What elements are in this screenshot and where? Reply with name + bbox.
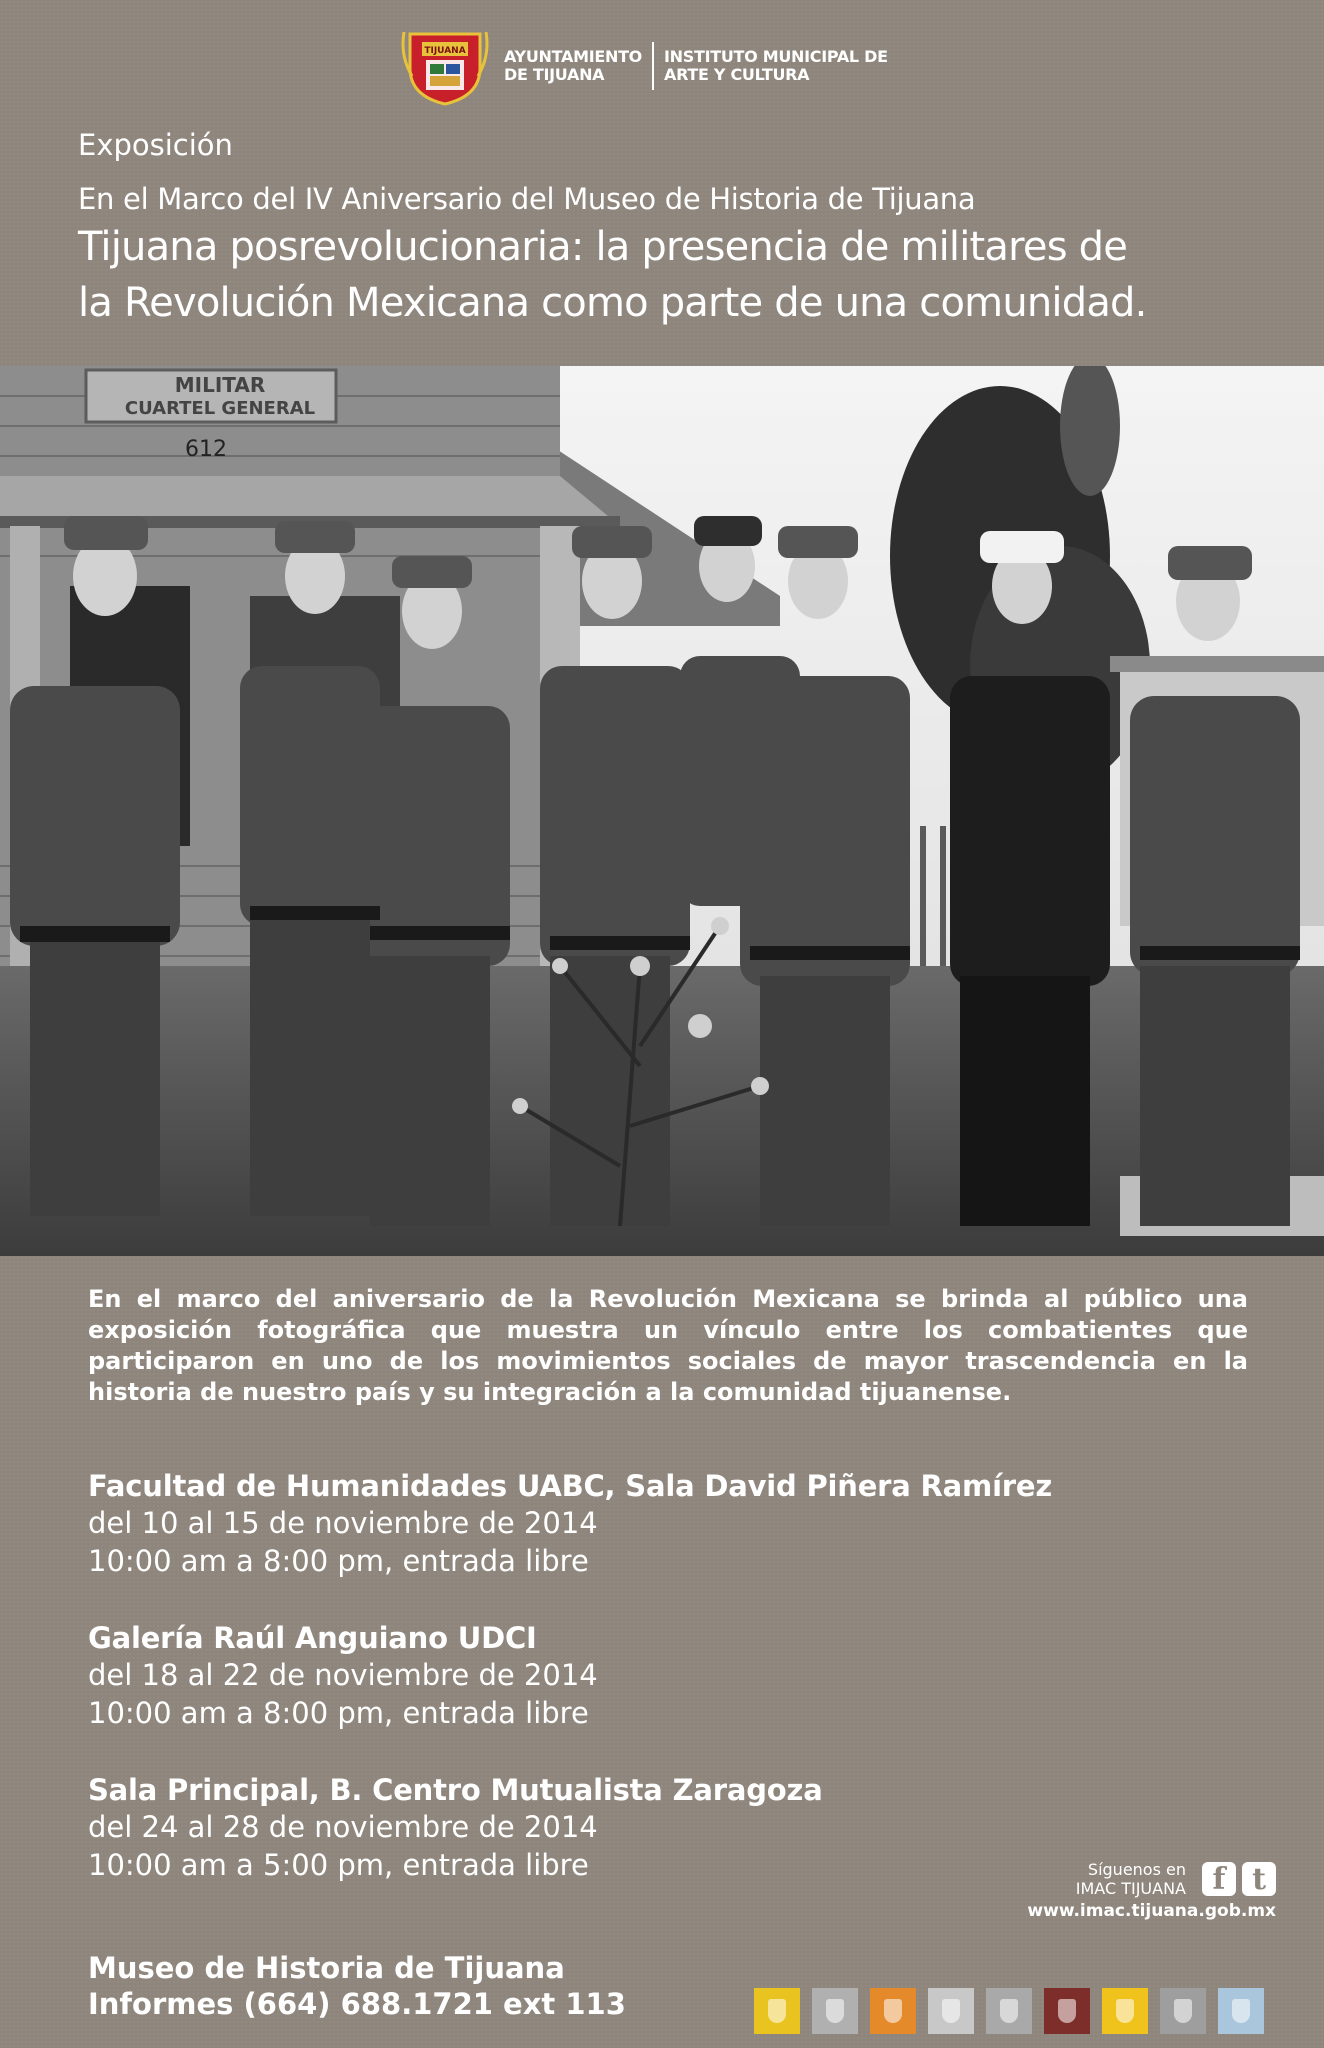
ayuntamiento-label — [504, 48, 642, 84]
exhibition-description: En el marco del aniversario de la Revolución Mexicana se brinda al público una exposición fotográfica que muestra un vínculo entre los combatientes que participaron en uno de los movimientos sociales de mayor trascendencia en la historia de nuestro país y su integración a la comunidad tijuanense. — [88, 1285, 1248, 1406]
color-tile — [986, 1988, 1032, 2034]
shield-icon — [768, 1999, 786, 2023]
color-tile — [1160, 1988, 1206, 2034]
color-tile — [1218, 1988, 1264, 2034]
exhibition-subtitle: En el Marco del IV Aniversario del Museo de Historia de Tijuana — [78, 182, 976, 216]
info-phone: Informes (664) 688.1721 ext 113 — [88, 1987, 626, 2021]
shield-icon — [1058, 1999, 1076, 2023]
photo-sign-line1: MILITAR — [174, 373, 266, 397]
account-label: IMAC TIJUANA — [1075, 1879, 1186, 1898]
institute-line2: ARTE Y CULTURA — [664, 65, 810, 84]
venue-hours: 10:00 am a 8:00 pm, entrada libre — [88, 1544, 589, 1578]
footer — [88, 1950, 626, 2022]
shield-icon — [1000, 1999, 1018, 2023]
color-tile — [754, 1988, 800, 2034]
venue-name: Facultad de Humanidades UABC, Sala David Piñera Ramírez — [88, 1469, 1053, 1503]
header — [400, 30, 888, 102]
shield-icon — [1116, 1999, 1134, 2023]
venue-hours: 10:00 am a 5:00 pm, entrada libre — [88, 1848, 589, 1882]
institute-line1: INSTITUTO MUNICIPAL DE — [664, 47, 888, 66]
follow-label: Síguenos en — [1087, 1860, 1186, 1879]
venue-zaragoza — [88, 1772, 823, 1884]
facebook-icon[interactable]: f — [1202, 1862, 1236, 1896]
venue-udci — [88, 1620, 598, 1732]
venue-uabc — [88, 1468, 1052, 1580]
shield-icon — [1232, 1999, 1250, 2023]
venue-name: Galería Raúl Anguiano UDCI — [88, 1621, 537, 1655]
venue-dates: del 24 al 28 de noviembre de 2014 — [88, 1810, 598, 1844]
tijuana-shield-icon — [400, 26, 490, 106]
website-link[interactable]: www.imac.tijuana.gob.mx — [1027, 1901, 1276, 1921]
venue-hours: 10:00 am a 8:00 pm, entrada libre — [88, 1696, 589, 1730]
venue-dates: del 18 al 22 de noviembre de 2014 — [88, 1658, 598, 1692]
org-line2: DE TIJUANA — [504, 65, 605, 84]
venue-dates: del 10 al 15 de noviembre de 2014 — [88, 1506, 598, 1540]
social-block — [1027, 1860, 1276, 1921]
shield-icon — [826, 1999, 844, 2023]
shield-icon — [942, 1999, 960, 2023]
exhibition-kicker: Exposición — [78, 128, 233, 162]
historic-photo — [0, 366, 1324, 1256]
header-divider — [652, 42, 654, 90]
exhibition-title-line2: la Revolución Mexicana como parte de una comunidad. — [78, 280, 1147, 326]
shield-icon — [1174, 1999, 1192, 2023]
twitter-icon[interactable]: t — [1242, 1862, 1276, 1896]
shield-text: TIJUANA — [424, 46, 466, 56]
org-line1: AYUNTAMIENTO — [504, 47, 642, 66]
exhibition-title-line1: Tijuana posrevolucionaria: la presencia de militares de — [78, 224, 1128, 270]
color-tile — [928, 1988, 974, 2034]
photo-sign-line2: CUARTEL GENERAL — [124, 398, 316, 419]
color-tile — [1102, 1988, 1148, 2034]
venue-name: Sala Principal, B. Centro Mutualista Zaragoza — [88, 1773, 823, 1807]
color-tile — [812, 1988, 858, 2034]
photo-house-number: 612 — [185, 437, 227, 462]
color-tile — [1044, 1988, 1090, 2034]
institute-label — [664, 48, 888, 84]
shield-icon — [884, 1999, 902, 2023]
museum-name: Museo de Historia de Tijuana — [88, 1951, 565, 1985]
color-tiles — [754, 1988, 1276, 2034]
color-tile — [870, 1988, 916, 2034]
